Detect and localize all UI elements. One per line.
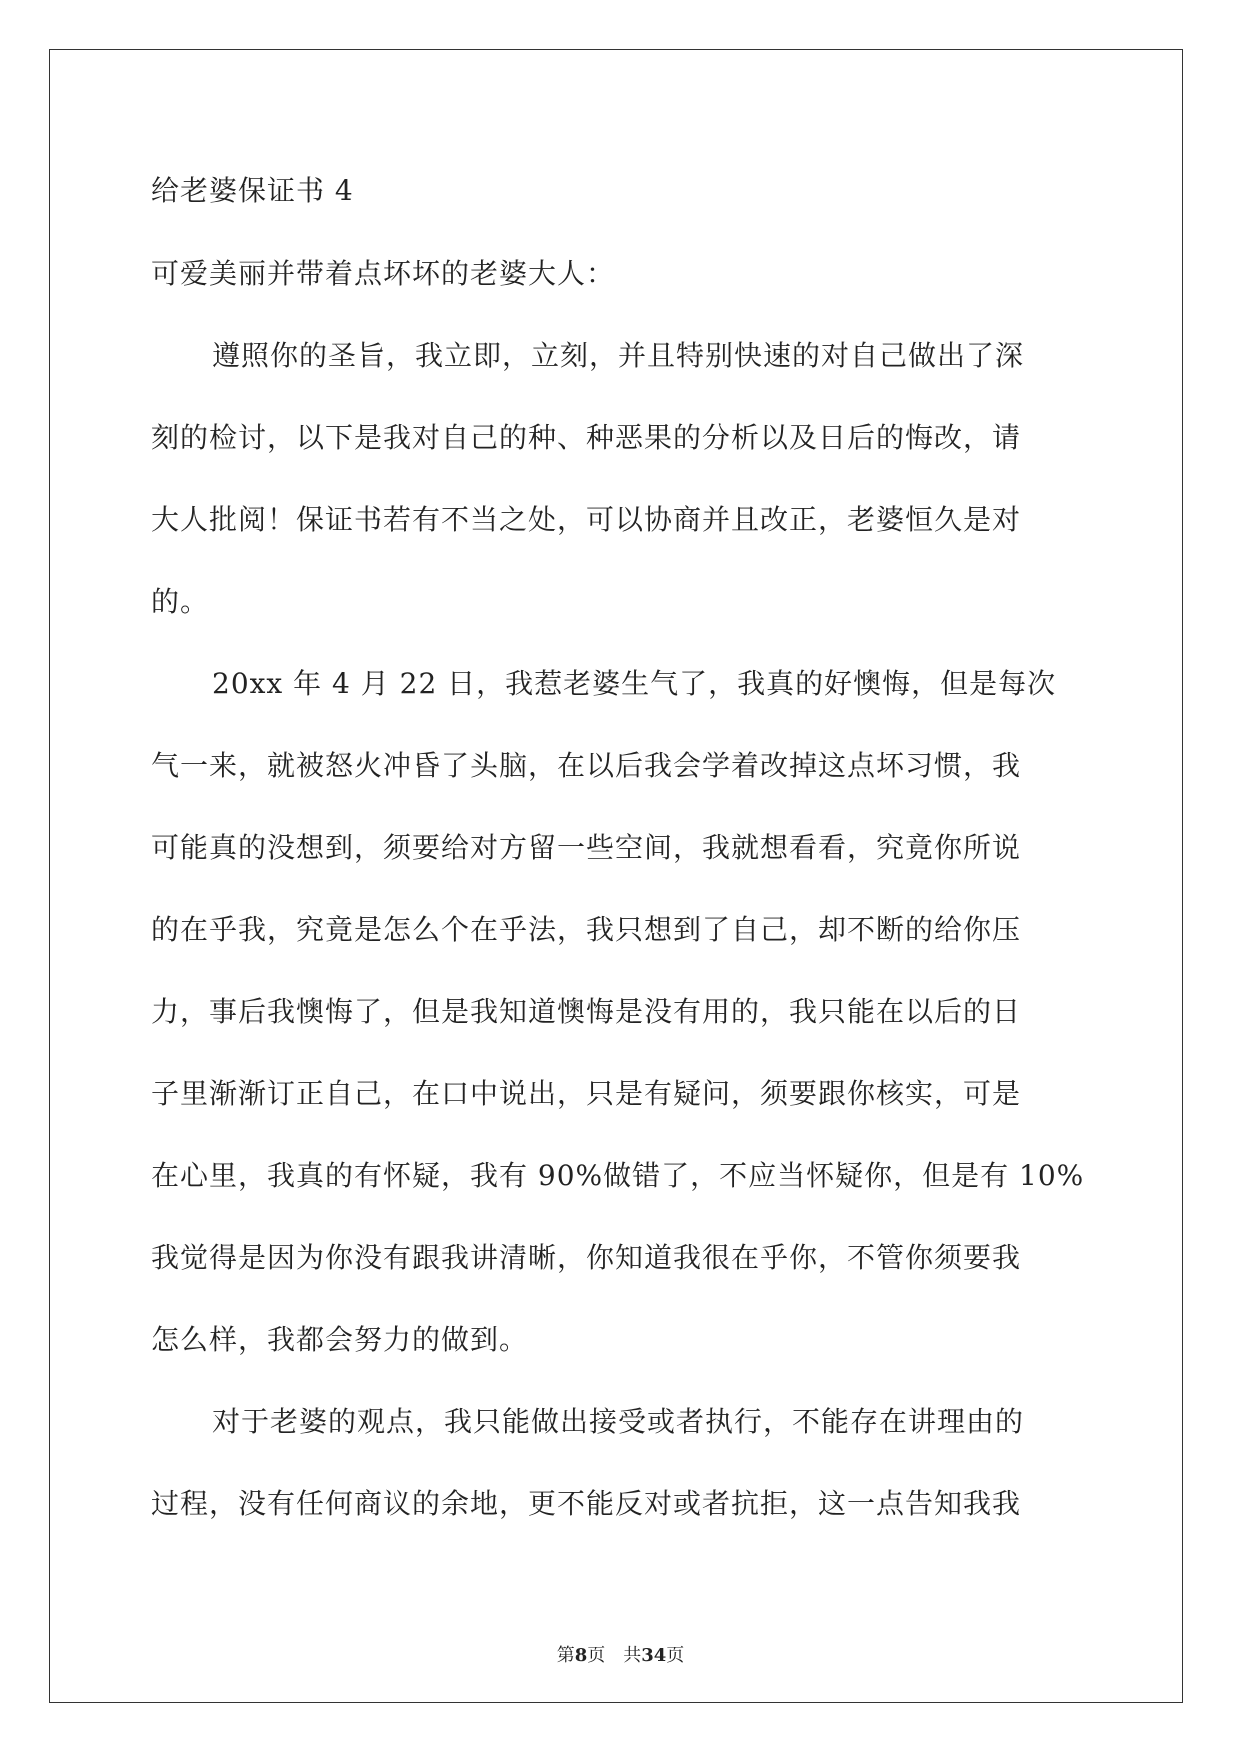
paragraph-line: 20xx 年 4 月 22 日，我惹老婆生气了，我真的好懊悔，但是每次 [212,667,1057,700]
paragraph-line: 我觉得是因为你没有跟我讲清晰，你知道我很在乎你，不管你须要我 [151,1241,1022,1274]
document-title: 给老婆保证书 4 [151,174,354,207]
paragraph-line: 怎么样，我都会努力的做到。 [151,1323,529,1356]
paragraph-line: 的。 [151,585,210,618]
paragraph-line: 气一来，就被怒火冲昏了头脑，在以后我会学着改掉这点坏习惯，我 [151,749,1022,782]
paragraph-line: 可能真的没想到，须要给对方留一些空间，我就想看看，究竟你所说 [151,831,1022,864]
salutation: 可爱美丽并带着点坏坏的老婆大人： [151,257,616,290]
footer-total-pages: 34 [641,1645,667,1666]
paragraph-line: 子里渐渐订正自己，在口中说出，只是有疑问，须要跟你核实，可是 [151,1077,1022,1110]
footer-middle: 页 共 [587,1645,642,1666]
paragraph-line: 过程，没有任何商议的余地，更不能反对或者抗拒，这一点告知我我 [151,1487,1022,1520]
paragraph-line: 对于老婆的观点，我只能做出接受或者执行，不能存在讲理由的 [212,1405,1025,1438]
paragraph-line: 在心里，我真的有怀疑，我有 90%做错了，不应当怀疑你，但是有 10% [151,1159,1085,1192]
footer-page-number: 8 [574,1645,588,1666]
footer-prefix: 第 [556,1645,575,1666]
paragraph-line: 遵照你的圣旨，我立即，立刻，并且特别快速的对自己做出了深 [212,339,1025,372]
paragraph-line: 力，事后我懊悔了，但是我知道懊悔是没有用的，我只能在以后的日 [151,995,1022,1028]
paragraph-line: 的在乎我，究竟是怎么个在乎法，我只想到了自己，却不断的给你压 [151,913,1022,946]
paragraph-line: 大人批阅！保证书若有不当之处，可以协商并且改正，老婆恒久是对 [151,503,1022,536]
footer-suffix: 页 [666,1645,685,1666]
page-footer [0,1644,1241,1668]
page-border [49,49,1183,1703]
paragraph-line: 刻的检讨，以下是我对自己的种、种恶果的分析以及日后的悔改，请 [151,421,1022,454]
